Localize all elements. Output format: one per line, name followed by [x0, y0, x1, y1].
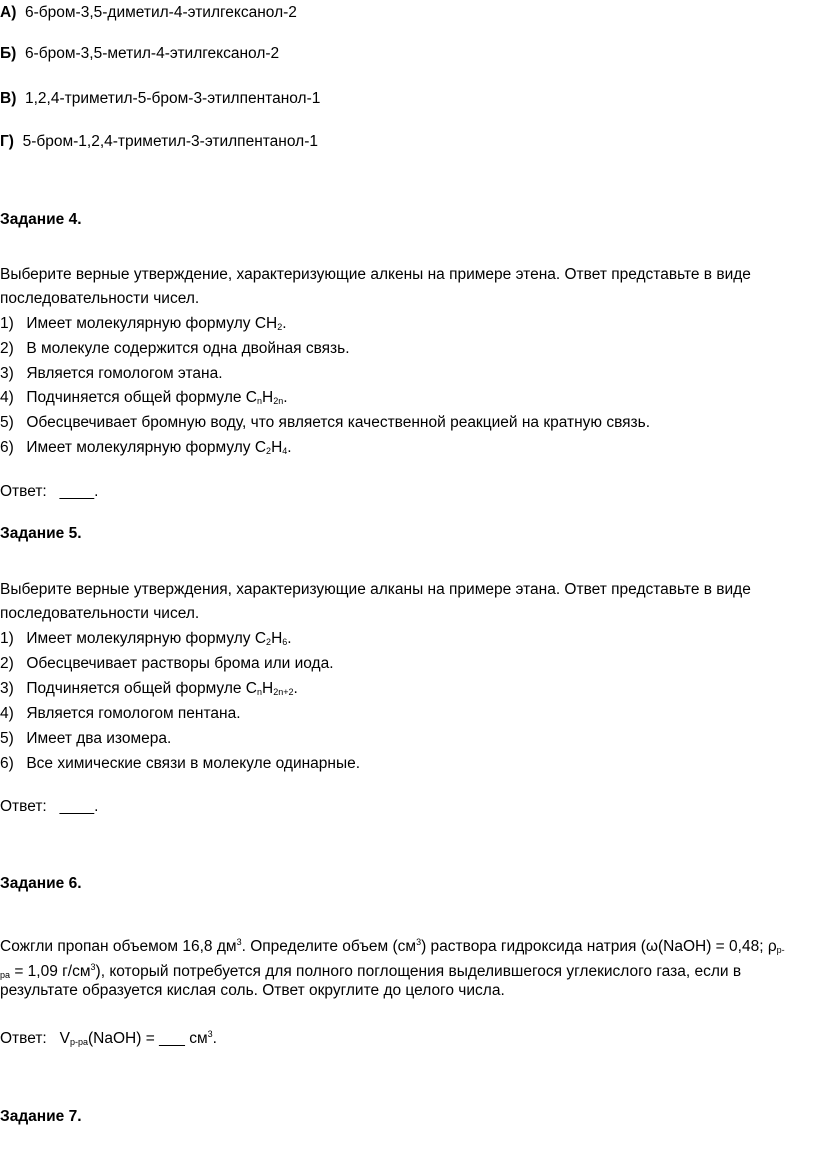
item-mid: H — [271, 439, 283, 456]
option-label: Г) — [0, 133, 14, 150]
superscript: 3 — [416, 937, 422, 947]
item-mid: H — [262, 389, 274, 406]
task5-intro-line1: Выберите верные утверждения, характеризующие алканы на примере этана. Ответ представьте в виде — [0, 581, 751, 598]
item-text: Подчиняется общей формуле C — [26, 389, 258, 406]
subscript: n — [257, 396, 263, 406]
item-tail: . — [287, 439, 292, 456]
item-number: 2) — [0, 340, 14, 357]
subscript: 2 — [277, 322, 283, 332]
option-label: Б) — [0, 45, 17, 62]
subscript: 2 — [266, 446, 272, 456]
option-label: А) — [0, 4, 17, 21]
task5-item-2 — [0, 654, 334, 674]
item-text: Является гомологом этана. — [26, 365, 223, 382]
task4-intro-line2: последовательности чисел. — [0, 290, 200, 307]
item-number: 4) — [0, 389, 14, 406]
item-tail: . — [283, 389, 288, 406]
item-number: 6) — [0, 755, 14, 772]
subscript: 4 — [282, 446, 288, 456]
item-text: Является гомологом пентана. — [26, 705, 241, 722]
task5-answer: Ответ: ____. — [0, 798, 99, 815]
task5-item-3 — [0, 679, 298, 702]
subscript: 6 — [282, 637, 288, 647]
superscript: 3 — [207, 1029, 213, 1039]
subscript: 2n — [273, 396, 284, 406]
task4-item-3 — [0, 364, 223, 384]
task7-title: Задание 7. — [0, 1108, 82, 1125]
task4-item-4 — [0, 388, 288, 411]
text-segment: (NaOH) = ___ см — [88, 1030, 208, 1047]
option-text: 1,2,4-триметил-5-бром-3-этилпентанол-1 — [24, 90, 321, 107]
option-text: 6-бром-3,5-диметил-4-этилгексанол-2 — [24, 4, 297, 21]
task4-item-1 — [0, 314, 287, 337]
task6-line1 — [0, 932, 785, 960]
item-number: 3) — [0, 680, 14, 697]
task4-title: Задание 4. — [0, 211, 82, 228]
task4-item-2 — [0, 339, 350, 359]
option-text: 5-бром-1,2,4-триметил-3-этилпентанол-1 — [22, 133, 318, 150]
option-b — [0, 44, 279, 64]
subscript: р- — [776, 945, 785, 955]
option-d — [0, 132, 318, 152]
subscript: 2n+2 — [273, 687, 294, 697]
item-text: Имеет два изомера. — [26, 730, 172, 747]
item-mid: H — [271, 630, 283, 647]
item-number: 5) — [0, 730, 14, 747]
item-number: 5) — [0, 414, 14, 431]
item-tail: . — [282, 315, 287, 332]
text-segment: . Определите объем (см — [241, 938, 417, 955]
item-text: Подчиняется общей формуле C — [26, 680, 258, 697]
option-text: 6-бром-3,5-метил-4-этилгексанол-2 — [24, 45, 280, 62]
item-number: 6) — [0, 439, 14, 456]
text-segment: . — [212, 1030, 217, 1047]
option-a — [0, 3, 297, 23]
subscript: n — [257, 687, 263, 697]
task5-item-4 — [0, 704, 241, 724]
subscript: р-ра — [70, 1037, 89, 1047]
item-text: Имеет молекулярную формулу C — [26, 630, 267, 647]
task4-item-5 — [0, 413, 650, 433]
option-label: В) — [0, 90, 17, 107]
task4-answer: Ответ: ____. — [0, 483, 99, 500]
option-c — [0, 89, 320, 109]
superscript: 3 — [90, 962, 96, 972]
item-number: 2) — [0, 655, 14, 672]
item-text: Обесцвечивает бромную воду, что является качественной реакцией на кратную связь. — [26, 414, 651, 431]
task6-answer — [0, 1024, 217, 1052]
item-number: 4) — [0, 705, 14, 722]
item-text: Обесцвечивает растворы брома или иода. — [26, 655, 334, 672]
task5-title: Задание 5. — [0, 525, 82, 542]
item-tail: . — [293, 680, 298, 697]
superscript: 3 — [236, 937, 242, 947]
task6-line3: результате образуется кислая соль. Ответ округлите до целого числа. — [0, 982, 505, 999]
text-segment: ) раствора гидроксида натрия (ω(NaOH) = 0,48; ρ — [421, 938, 777, 955]
task4-intro-line1: Выберите верные утверждение, характеризующие алкены на примере этена. Ответ представьте в виде — [0, 266, 751, 283]
item-text: Имеет молекулярную формулу CH — [26, 315, 278, 332]
task5-item-1 — [0, 629, 292, 652]
item-number: 1) — [0, 630, 14, 647]
item-number: 1) — [0, 315, 14, 332]
item-mid: H — [262, 680, 274, 697]
task5-item-5 — [0, 729, 171, 749]
subscript: ра — [0, 970, 11, 980]
task5-item-6 — [0, 754, 360, 774]
task6-title: Задание 6. — [0, 875, 82, 892]
item-tail: . — [287, 630, 292, 647]
task4-item-6 — [0, 438, 292, 461]
item-number: 3) — [0, 365, 14, 382]
item-text: В молекуле содержится одна двойная связь. — [26, 340, 350, 357]
text-segment: = 1,09 г/см — [10, 963, 91, 980]
text-segment: Сожгли пропан объемом 16,8 дм — [0, 938, 237, 955]
item-text: Все химические связи в молекуле одинарные. — [26, 755, 361, 772]
item-text: Имеет молекулярную формулу C — [26, 439, 267, 456]
task5-intro-line2: последовательности чисел. — [0, 605, 200, 622]
text-segment: Ответ: V — [0, 1030, 70, 1047]
subscript: 2 — [266, 637, 272, 647]
text-segment: ), который потребуется для полного поглощения выделившегося углекислого газа, если в — [95, 963, 742, 980]
